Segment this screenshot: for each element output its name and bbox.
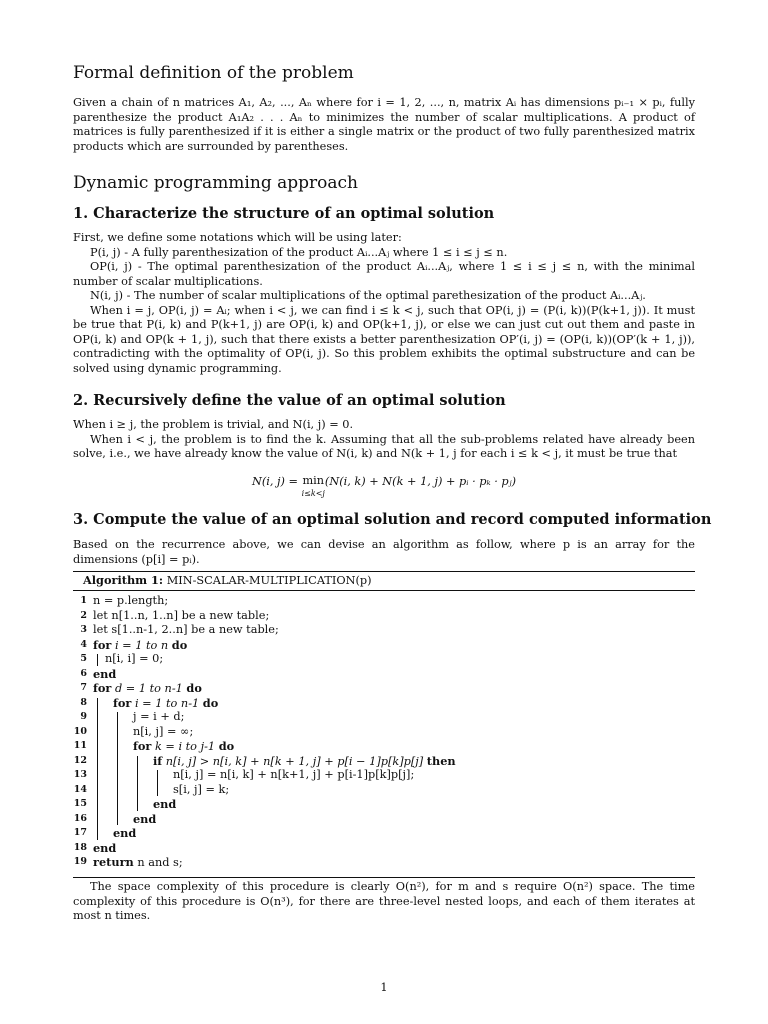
keyword: end: [93, 666, 117, 681]
eq-min-operator: [302, 475, 325, 500]
code-text: n[i, j] > n[i, k] + n[k + 1, j] + p[i − 1]p[k]p[j]: [162, 754, 427, 768]
line-number: 19: [73, 856, 87, 867]
line-code: [93, 623, 279, 638]
block-bar: [137, 756, 138, 811]
complexity-paragraph: [73, 880, 695, 924]
complexity-text: The space complexity of this procedure is clearly O(n²), for m and s require O(n²) space. The time complexity of this procedure is O(n³), for there are three-level nested loops, and each of them iterates at most n times.: [73, 880, 695, 922]
section-title-dp: Dynamic programming approach: [73, 173, 358, 193]
algorithm-lines: [73, 591, 695, 877]
line-code: [93, 609, 269, 624]
code-text: i = 1 to n: [111, 638, 172, 652]
line-number: 6: [80, 667, 87, 679]
code-text: n[i, j] = n[i, k] + n[k+1, j] + p[i-1]p[k]p[j];: [173, 768, 415, 781]
line-number: 17: [73, 827, 87, 838]
s2-line-1: When i ≥ j, the problem is trivial, and N(i, j) = 0.: [73, 418, 354, 431]
recurrence-equation: [73, 475, 695, 500]
block-bar: [157, 770, 158, 796]
line-number: 8: [80, 696, 87, 708]
line-number: 16: [73, 812, 87, 824]
code-text: j = i + d;: [133, 710, 185, 723]
keyword: for: [133, 739, 152, 753]
algorithm-name: MIN-SCALAR-MULTIPLICATION(p): [166, 574, 372, 587]
keyword: end: [153, 797, 177, 811]
line-number: 4: [80, 638, 87, 650]
line-code: [93, 855, 183, 871]
line-code: [133, 739, 234, 755]
code-text: n[i, i] = 0;: [105, 652, 164, 665]
s1-intro: First, we define some notations which will be using later:: [73, 231, 402, 244]
keyword: for: [93, 637, 112, 652]
line-code: [133, 710, 184, 725]
keyword: then: [426, 753, 456, 768]
block-bar: [97, 654, 98, 666]
formal-text: Given a chain of n matrices A₁, A₂, ..., Aₙ where for i = 1, 2, ..., n, matrix Aᵢ has dimensions pᵢ₋₁ × pᵢ, fully parenthesize the product A₁A₂ . . . Aₙ to minimizes the number of scalar multiplications. A product of matrices is fully parenthesized if it is either a single matrix or the product of two fully parenthesized matrix products which are surrounded by parentheses.: [73, 96, 695, 153]
s3-text: Based on the recurrence above, we can devise an algorithm as follow, where p is an array for the dimensions (p[i] = pᵢ).: [73, 538, 695, 566]
algorithm-caption: [73, 572, 695, 590]
line-number: 3: [80, 624, 87, 635]
formal-paragraph: [73, 96, 695, 154]
line-code: [93, 594, 168, 609]
line-number: 15: [73, 798, 87, 809]
line-code: [93, 841, 116, 857]
code-text: d = 1 to n-1: [111, 682, 187, 695]
s1-when: When i = j, OP(i, j) = Aᵢ; when i < j, we can find i ≤ k < j, such that OP(i, j) = (P(i, k))(P(k+1, j)). It must be true that P(i, k) and P(k+1, j) are OP(i, k) and OP(k+1, j), or else we can just cut out them and paste in OP(i, k) and OP(k + 1, j), such that there exists a better parenthesization OP′(i, j) = (OP(i, k))(OP′(k + 1, j)), contradicting with the optimality of OP(i, j). So this problem exhibits the optimal substructure and can be solved using dynamic programming.: [73, 303, 695, 375]
code-text: s[i, j] = k;: [173, 782, 230, 796]
keyword: if: [153, 753, 163, 768]
line-number: 9: [80, 711, 87, 722]
subsection-3-body: [73, 538, 695, 567]
subsection-title-3: 3. Compute the value of an optimal solution and record computed information: [73, 511, 712, 528]
keyword: do: [186, 681, 202, 695]
keyword: end: [113, 826, 137, 840]
line-number: 5: [80, 653, 87, 664]
line-number: 12: [73, 754, 87, 766]
s1-def-op: OP(i, j) - The optimal parenthesization of the product Aᵢ...Aⱼ, where 1 ≤ i ≤ j ≤ n, with the minimal number of scalar multiplications.: [73, 260, 695, 288]
page-number: 1: [380, 981, 388, 994]
code-text: i = 1 to n-1: [131, 696, 203, 710]
keyword: return: [93, 855, 134, 869]
eq-left: N(i, j) =: [251, 475, 302, 488]
code-text: n = p.length;: [93, 594, 169, 607]
keyword: end: [93, 840, 117, 855]
line-number: 14: [73, 783, 87, 795]
line-number: 7: [80, 682, 87, 693]
keyword: do: [171, 637, 188, 652]
line-number: 18: [73, 841, 87, 853]
code-text: n[i, j] = ∞;: [133, 724, 194, 738]
line-code: [93, 638, 187, 654]
s1-def-n: N(i, j) - The number of scalar multiplications of the optimal parethesization of the product Aᵢ...Aⱼ.: [90, 289, 646, 302]
line-number: 13: [73, 769, 87, 780]
line-code: [133, 725, 193, 740]
s1-def-p: P(i, j) - A fully parenthesization of the product Aᵢ...Aⱼ where 1 ≤ i ≤ j ≤ n.: [90, 245, 508, 259]
line-number: 2: [80, 609, 87, 621]
keyword: for: [93, 681, 112, 695]
line-code: [173, 783, 229, 798]
line-code: [173, 768, 414, 783]
line-number: 11: [73, 740, 87, 751]
eq-min: min: [302, 474, 325, 487]
section-title-formal: Formal definition of the problem: [73, 63, 354, 83]
line-code: [153, 754, 456, 770]
subsection-1-body: [73, 231, 695, 376]
line-code: [133, 812, 156, 828]
line-number: 1: [80, 595, 87, 606]
keyword: do: [218, 739, 235, 753]
line-number: 10: [73, 725, 87, 737]
eq-right: (N(i, k) + N(k + 1, j) + pᵢ · pₖ · pⱼ): [324, 475, 517, 488]
line-code: [113, 826, 136, 842]
s2-line-2: When i < j, the problem is to find the k. Assuming that all the sub-problems related have already been solve, i.e., we have already know the value of N(i, k) and N(k + 1, j for each i ≤ k < j, it must be true that: [73, 432, 695, 460]
algorithm-bottom-rule: [73, 877, 695, 878]
keyword: for: [113, 695, 132, 710]
block-bar: [97, 698, 98, 840]
line-code: [93, 681, 202, 697]
keyword: end: [133, 811, 157, 826]
algorithm-box: [73, 571, 695, 878]
eq-min-subscript: i≤k<j: [301, 489, 325, 498]
line-code: [153, 797, 176, 813]
block-bar: [117, 712, 118, 825]
code-text: let n[1..n, 1..n] be a new table;: [93, 608, 270, 622]
algorithm-label: Algorithm 1:: [83, 573, 164, 587]
code-text: k = i to j-1: [151, 740, 219, 753]
keyword: do: [202, 695, 219, 710]
line-code: [113, 696, 218, 712]
subsection-title-2: 2. Recursively define the value of an optimal solution: [73, 392, 506, 409]
code-text: n and s;: [133, 856, 183, 869]
code-text: let s[1..n-1, 2..n] be a new table;: [93, 623, 279, 636]
line-code: [93, 667, 116, 683]
subsection-title-1: 1. Characterize the structure of an optimal solution: [73, 205, 495, 222]
subsection-2-body: [73, 418, 695, 462]
line-code: [105, 652, 163, 667]
